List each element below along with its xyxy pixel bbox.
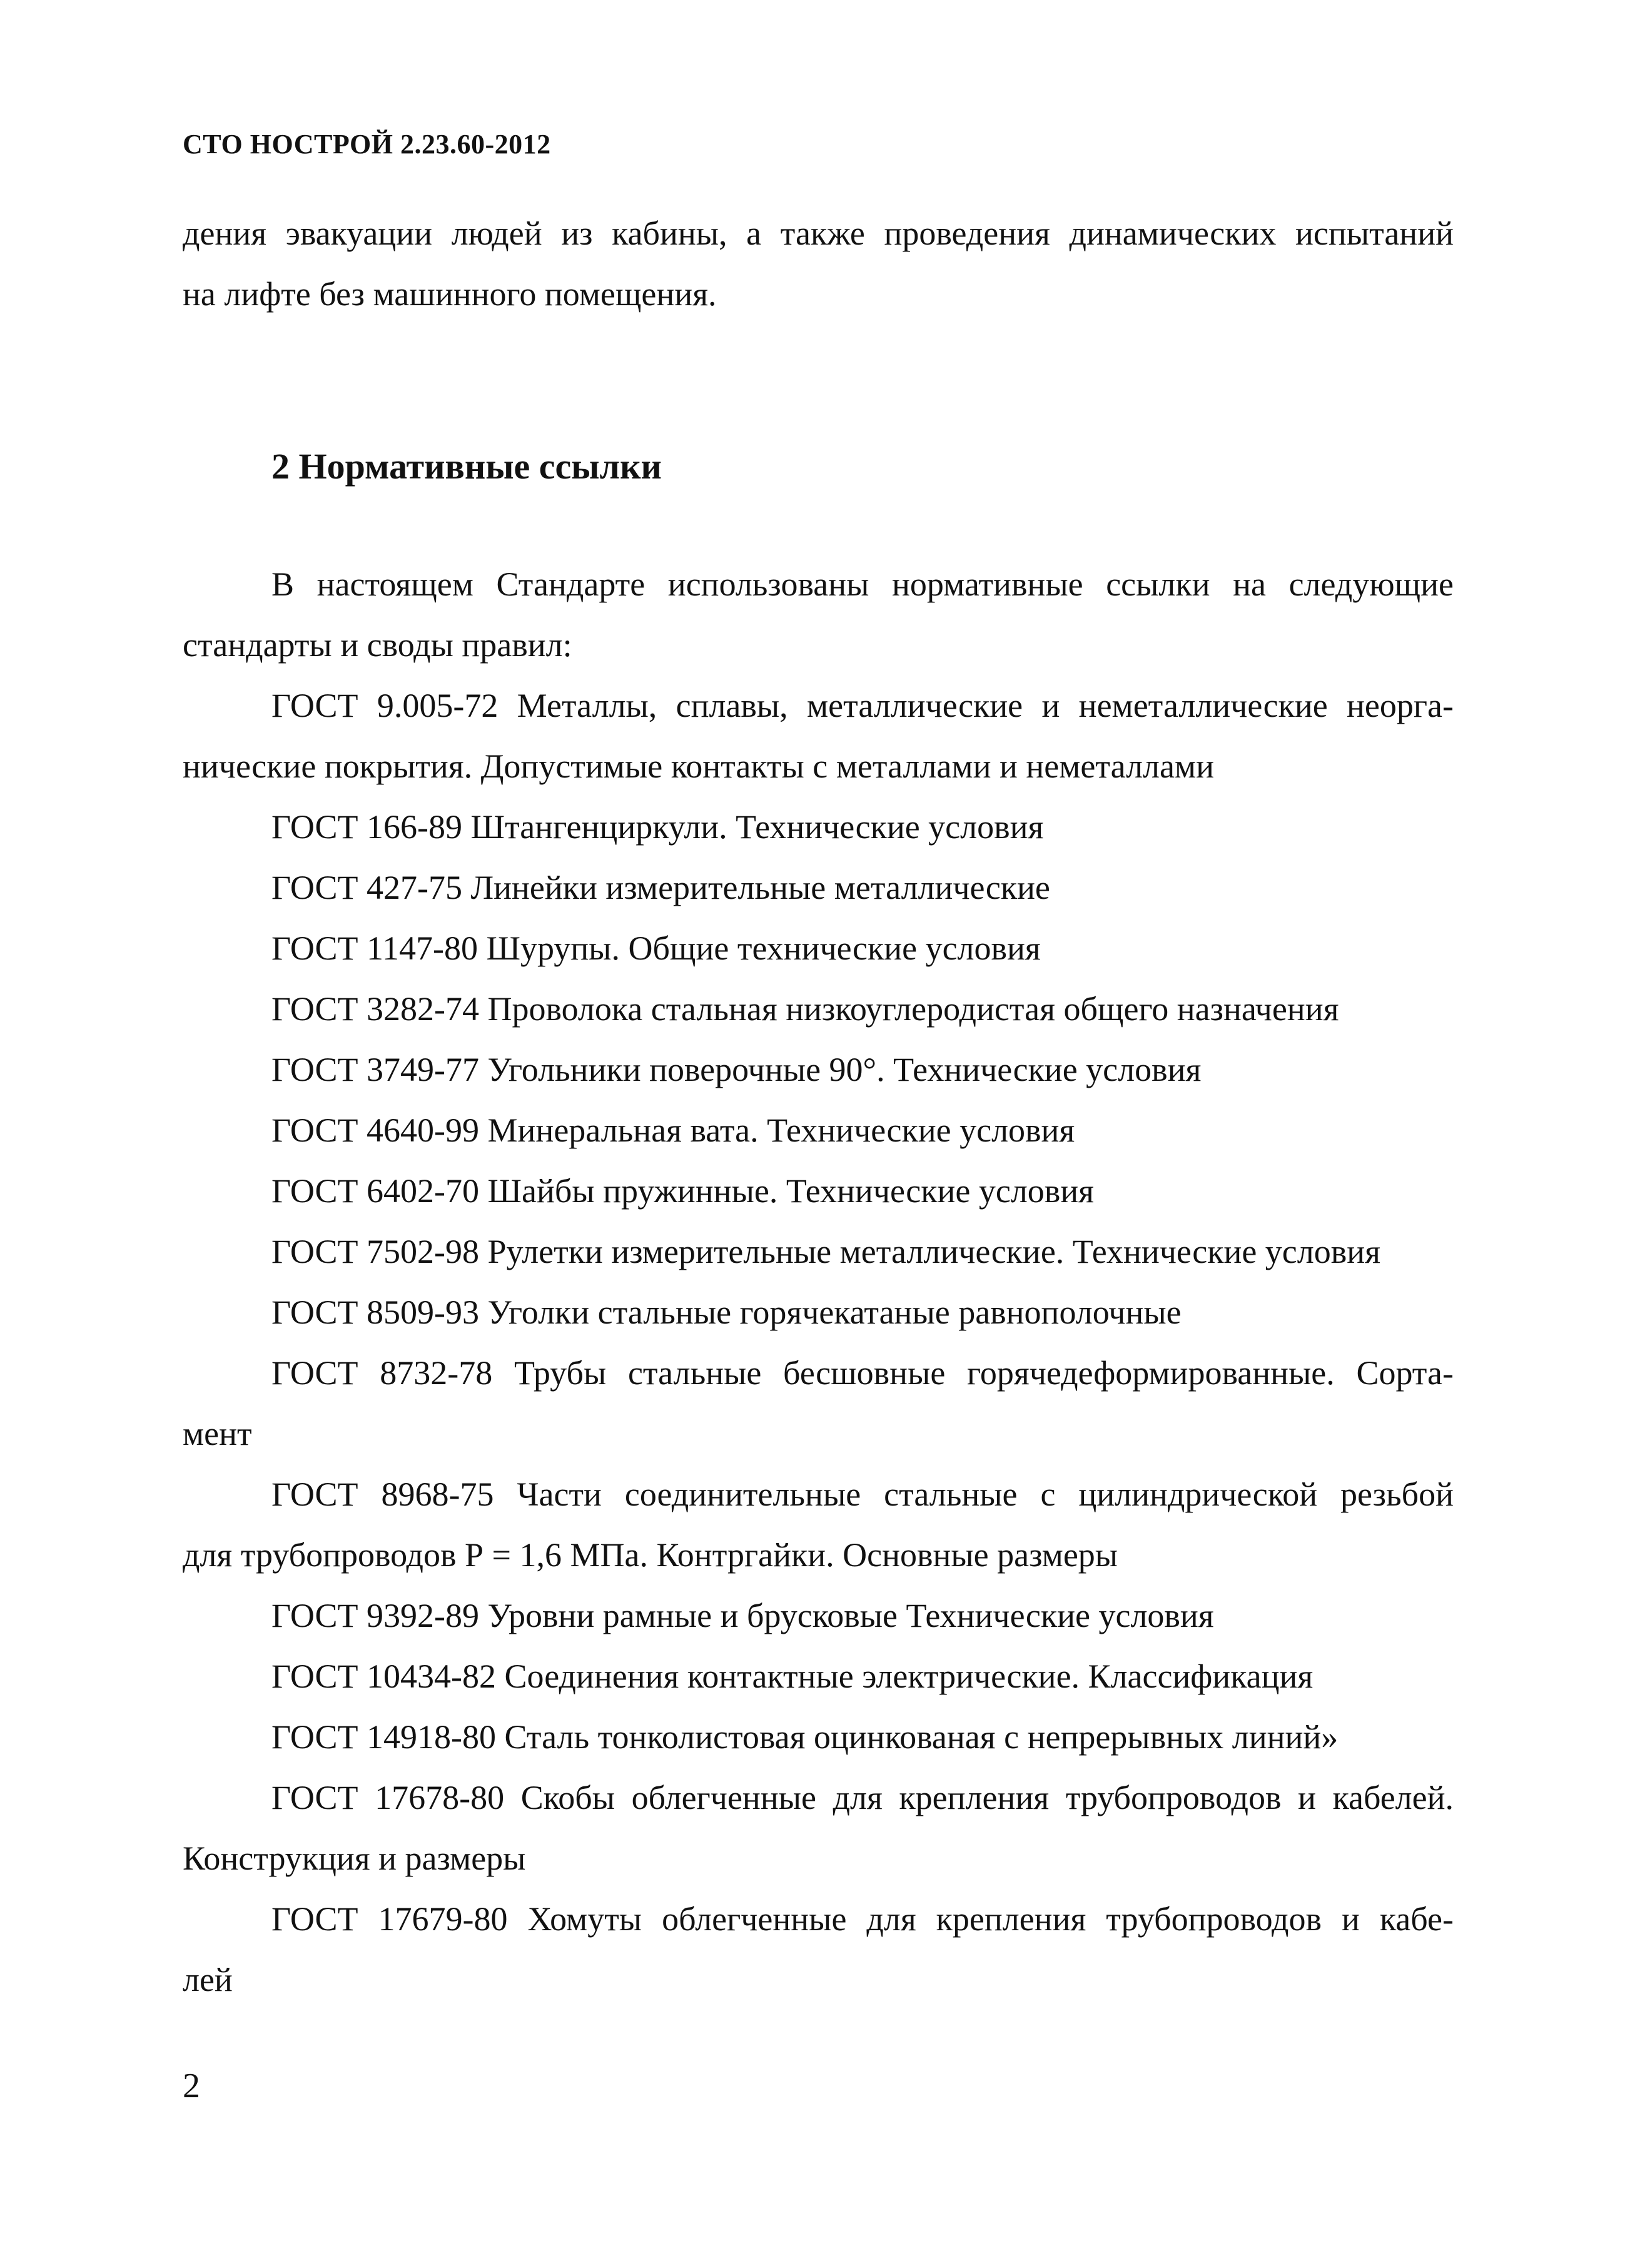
reference-line: ГОСТ 17678-80 Скобы облегченные для крепления трубопроводов и кабелей. bbox=[271, 1779, 1454, 1816]
reference-item bbox=[183, 1646, 1454, 1707]
reference-line: ГОСТ 1147-80 Шурупы. Общие технические условия bbox=[271, 929, 1041, 967]
reference-line: ГОСТ 427-75 Линейки измерительные металлические bbox=[271, 869, 1050, 906]
reference-line: ГОСТ 8509-93 Уголки стальные горячекатаные равнополочные bbox=[271, 1293, 1182, 1331]
reference-line: ГОСТ 166-89 Штангенциркули. Технические условия bbox=[271, 808, 1044, 846]
reference-line: ГОСТ 4640-99 Минеральная вата. Технические условия bbox=[271, 1111, 1075, 1149]
reference-item bbox=[183, 1282, 1454, 1343]
reference-list bbox=[183, 676, 1454, 2010]
reference-item bbox=[183, 1222, 1454, 1282]
reference-item bbox=[183, 1100, 1454, 1161]
document-code: СТО НОСТРОЙ 2.23.60-2012 bbox=[183, 129, 551, 159]
reference-line: ГОСТ 3282-74 Проволока стальная низкоуглеродистая общего назначения bbox=[271, 990, 1339, 1028]
reference-line: лей bbox=[183, 1961, 233, 1998]
reference-line: ГОСТ 6402-70 Шайбы пружинные. Технические условия bbox=[271, 1172, 1095, 1210]
reference-line: ГОСТ 8968-75 Части соединительные стальные с цилиндрической резьбой bbox=[271, 1476, 1454, 1513]
reference-item bbox=[183, 1707, 1454, 1768]
text-line: дения эвакуации людей из кабины, а также проведения динамических испытаний bbox=[183, 215, 1454, 252]
reference-line: ГОСТ 14918-80 Сталь тонколистовая оцинкованая с непрерывных линий» bbox=[271, 1718, 1339, 1756]
reference-line: ГОСТ 9.005-72 Металлы, сплавы, металлические и неметаллические неорга- bbox=[271, 687, 1454, 724]
text-line: В настоящем Стандарте использованы нормативные ссылки на следующие bbox=[271, 565, 1454, 603]
reference-item bbox=[183, 918, 1454, 979]
reference-item bbox=[183, 1586, 1454, 1646]
reference-item bbox=[183, 1768, 1454, 1889]
reference-item bbox=[183, 1040, 1454, 1100]
page-content bbox=[183, 203, 1454, 2010]
reference-line: ГОСТ 3749-77 Угольники поверочные 90°. Технические условия bbox=[271, 1051, 1202, 1088]
reference-item bbox=[183, 1889, 1454, 2010]
text-line: на лифте без машинного помещения. bbox=[183, 275, 717, 313]
reference-item bbox=[183, 676, 1454, 797]
continuation-paragraph bbox=[183, 203, 1454, 325]
reference-item bbox=[183, 979, 1454, 1040]
text-line: стандарты и своды правил: bbox=[183, 626, 572, 664]
reference-line: ГОСТ 7502-98 Рулетки измерительные металлические. Технические условия bbox=[271, 1233, 1380, 1270]
reference-line: ГОСТ 17679-80 Хомуты облегченные для крепления трубопроводов и кабе- bbox=[271, 1900, 1454, 1938]
page-number: 2 bbox=[183, 2067, 200, 2105]
reference-line: Конструкция и размеры bbox=[183, 1840, 526, 1877]
reference-line: ГОСТ 8732-78 Трубы стальные бесшовные горячедеформированные. Сорта- bbox=[271, 1354, 1454, 1392]
reference-item bbox=[183, 858, 1454, 918]
reference-line: ГОСТ 10434-82 Соединения контактные электрические. Классификация bbox=[271, 1658, 1314, 1695]
reference-line: мент bbox=[183, 1415, 252, 1452]
reference-item bbox=[183, 1464, 1454, 1586]
intro-paragraph bbox=[183, 554, 1454, 676]
reference-item bbox=[183, 1161, 1454, 1222]
reference-item bbox=[183, 1343, 1454, 1464]
reference-item bbox=[183, 797, 1454, 858]
reference-line: нические покрытия. Допустимые контакты с металлами и неметаллами bbox=[183, 747, 1215, 785]
reference-line: ГОСТ 9392-89 Уровни рамные и брусковые Технические условия bbox=[271, 1597, 1214, 1634]
reference-line: для трубопроводов Р = 1,6 МПа. Контргайки. Основные размеры bbox=[183, 1536, 1118, 1574]
section-heading: 2 Нормативные ссылки bbox=[271, 446, 662, 487]
